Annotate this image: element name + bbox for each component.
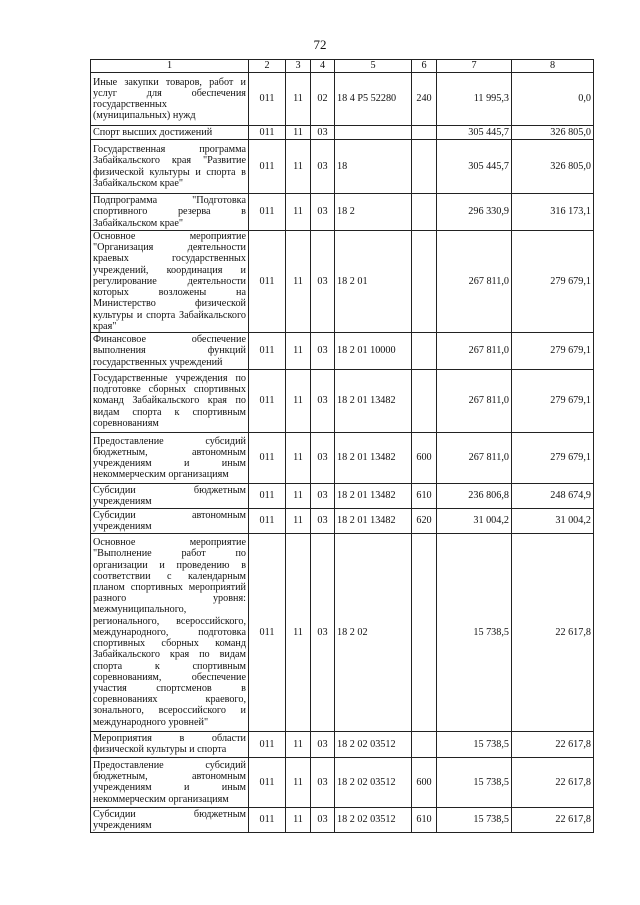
header-cell: 6 <box>412 60 437 73</box>
header-cell: 5 <box>335 60 412 73</box>
row-subsection: 03 <box>311 533 335 731</box>
row-grbs: 011 <box>249 508 286 533</box>
row-subsection: 03 <box>311 126 335 140</box>
row-subsection: 02 <box>311 73 335 126</box>
row-target-article: 18 2 01 13482 <box>335 483 412 508</box>
table-row <box>91 508 594 533</box>
row-section: 11 <box>286 483 311 508</box>
row-amount-2: 248 674,9 <box>512 483 594 508</box>
row-target-article: 18 2 02 <box>335 533 412 731</box>
row-subsection: 03 <box>311 731 335 757</box>
row-amount-1: 236 806,8 <box>437 483 512 508</box>
row-subsection: 03 <box>311 432 335 483</box>
row-expense-type <box>412 140 437 194</box>
row-section: 11 <box>286 73 311 126</box>
row-expense-type <box>412 332 437 369</box>
row-amount-2: 22 617,8 <box>512 757 594 807</box>
table-row <box>91 369 594 432</box>
row-name: Финансовое обеспечение выполнения функций государственных учреждений <box>91 332 249 369</box>
row-amount-1: 305 445,7 <box>437 140 512 194</box>
row-section: 11 <box>286 332 311 369</box>
row-grbs: 011 <box>249 73 286 126</box>
row-amount-2: 279 679,1 <box>512 231 594 333</box>
row-expense-type <box>412 533 437 731</box>
row-amount-1: 267 811,0 <box>437 231 512 333</box>
row-target-article: 18 2 <box>335 194 412 231</box>
row-section: 11 <box>286 194 311 231</box>
row-section: 11 <box>286 731 311 757</box>
page-number: 72 <box>313 37 327 52</box>
table-row <box>91 73 594 126</box>
row-name: Субсидии автономным учреждениям <box>91 508 249 533</box>
row-target-article: 18 2 01 13482 <box>335 508 412 533</box>
header-cell: 4 <box>311 60 335 73</box>
row-subsection: 03 <box>311 194 335 231</box>
row-amount-2: 279 679,1 <box>512 369 594 432</box>
header-cell: 7 <box>437 60 512 73</box>
row-subsection: 03 <box>311 807 335 832</box>
row-subsection: 03 <box>311 140 335 194</box>
table-row <box>91 533 594 731</box>
header-cell: 2 <box>249 60 286 73</box>
row-amount-1: 267 811,0 <box>437 369 512 432</box>
row-amount-1: 267 811,0 <box>437 432 512 483</box>
table-row <box>91 807 594 832</box>
row-amount-1: 305 445,7 <box>437 126 512 140</box>
row-grbs: 011 <box>249 807 286 832</box>
row-amount-1: 267 811,0 <box>437 332 512 369</box>
row-name: Субсидии бюджетным учреждениям <box>91 483 249 508</box>
row-subsection: 03 <box>311 332 335 369</box>
row-grbs: 011 <box>249 194 286 231</box>
row-expense-type <box>412 126 437 140</box>
row-subsection: 03 <box>311 757 335 807</box>
row-target-article: 18 2 02 03512 <box>335 731 412 757</box>
row-amount-2: 22 617,8 <box>512 731 594 757</box>
row-expense-type: 610 <box>412 807 437 832</box>
row-name: Предоставление субсидий бюджетным, автономным учреждениям и иным некоммерческим организациям <box>91 757 249 807</box>
row-expense-type: 610 <box>412 483 437 508</box>
table-row <box>91 126 594 140</box>
row-name: Предоставление субсидий бюджетным, автономным учреждениям и иным некоммерческим организациям <box>91 432 249 483</box>
row-name: Государственная программа Забайкальского края "Развитие физической культуры и спорта в Забайкальском крае" <box>91 140 249 194</box>
row-section: 11 <box>286 126 311 140</box>
header-cell: 1 <box>91 60 249 73</box>
row-grbs: 011 <box>249 369 286 432</box>
table-row <box>91 231 594 333</box>
row-amount-1: 15 738,5 <box>437 757 512 807</box>
row-section: 11 <box>286 140 311 194</box>
row-amount-2: 22 617,8 <box>512 807 594 832</box>
row-name: Иные закупки товаров, работ и услуг для обеспечения государственных (муниципальных) нужд <box>91 73 249 126</box>
row-subsection: 03 <box>311 508 335 533</box>
row-amount-1: 296 330,9 <box>437 194 512 231</box>
row-amount-2: 326 805,0 <box>512 126 594 140</box>
row-name: Мероприятия в области физической культуры и спорта <box>91 731 249 757</box>
row-expense-type <box>412 194 437 231</box>
row-section: 11 <box>286 508 311 533</box>
row-grbs: 011 <box>249 731 286 757</box>
row-amount-1: 15 738,5 <box>437 731 512 757</box>
row-name: Основное мероприятие "Выполнение работ по организации и проведению в соответствии с календарным планом спортивных мероприятий разного уровня: межмуниципального, регионального, всероссийского, международного, подготовка спортивных сборных команд Забайкальского края по видам спорта к спортивным соревнованиям, обеспечение участия спортсменов в соревнованиях краевого, зонального, всероссийского и международного уровней" <box>91 533 249 731</box>
row-subsection: 03 <box>311 231 335 333</box>
row-amount-2: 22 617,8 <box>512 533 594 731</box>
row-section: 11 <box>286 807 311 832</box>
row-section: 11 <box>286 533 311 731</box>
row-expense-type: 620 <box>412 508 437 533</box>
row-name: Субсидии бюджетным учреждениям <box>91 807 249 832</box>
row-amount-1: 31 004,2 <box>437 508 512 533</box>
row-amount-2: 316 173,1 <box>512 194 594 231</box>
row-name: Государственные учреждения по подготовке сборных спортивных команд Забайкальского края по видам спорта к спортивным соревнованиям <box>91 369 249 432</box>
row-target-article: 18 2 01 10000 <box>335 332 412 369</box>
row-expense-type: 600 <box>412 432 437 483</box>
row-expense-type: 600 <box>412 757 437 807</box>
table-row <box>91 332 594 369</box>
row-target-article: 18 <box>335 140 412 194</box>
row-target-article: 18 2 02 03512 <box>335 807 412 832</box>
header-cell: 8 <box>512 60 594 73</box>
row-name: Основное мероприятие "Организация деятельности краевых государственных учреждений, координация и регулирование деятельности которых возложены на Министерство физической культуры и спорта Забайкальского края" <box>91 231 249 333</box>
row-amount-1: 11 995,3 <box>437 73 512 126</box>
table-row <box>91 140 594 194</box>
row-target-article: 18 2 02 03512 <box>335 757 412 807</box>
table-row <box>91 757 594 807</box>
budget-table <box>90 59 594 833</box>
row-target-article: 18 2 01 <box>335 231 412 333</box>
row-subsection: 03 <box>311 483 335 508</box>
row-target-article <box>335 126 412 140</box>
table-row <box>91 432 594 483</box>
table-row <box>91 731 594 757</box>
row-section: 11 <box>286 432 311 483</box>
row-name: Спорт высших достижений <box>91 126 249 140</box>
row-grbs: 011 <box>249 757 286 807</box>
row-expense-type <box>412 731 437 757</box>
row-amount-2: 0,0 <box>512 73 594 126</box>
row-grbs: 011 <box>249 432 286 483</box>
row-grbs: 011 <box>249 483 286 508</box>
table-row <box>91 194 594 231</box>
row-expense-type: 240 <box>412 73 437 126</box>
row-target-article: 18 4 P5 52280 <box>335 73 412 126</box>
table-header-row <box>91 60 594 73</box>
row-grbs: 011 <box>249 332 286 369</box>
row-amount-2: 279 679,1 <box>512 432 594 483</box>
row-target-article: 18 2 01 13482 <box>335 369 412 432</box>
row-section: 11 <box>286 757 311 807</box>
row-amount-2: 31 004,2 <box>512 508 594 533</box>
row-grbs: 011 <box>249 533 286 731</box>
row-target-article: 18 2 01 13482 <box>335 432 412 483</box>
row-subsection: 03 <box>311 369 335 432</box>
row-amount-2: 279 679,1 <box>512 332 594 369</box>
table-row <box>91 483 594 508</box>
row-expense-type <box>412 231 437 333</box>
header-cell: 3 <box>286 60 311 73</box>
row-grbs: 011 <box>249 126 286 140</box>
row-amount-1: 15 738,5 <box>437 807 512 832</box>
row-grbs: 011 <box>249 140 286 194</box>
row-name: Подпрограмма "Подготовка спортивного резерва в Забайкальском крае" <box>91 194 249 231</box>
row-section: 11 <box>286 231 311 333</box>
row-amount-2: 326 805,0 <box>512 140 594 194</box>
row-section: 11 <box>286 369 311 432</box>
row-amount-1: 15 738,5 <box>437 533 512 731</box>
row-grbs: 011 <box>249 231 286 333</box>
row-expense-type <box>412 369 437 432</box>
